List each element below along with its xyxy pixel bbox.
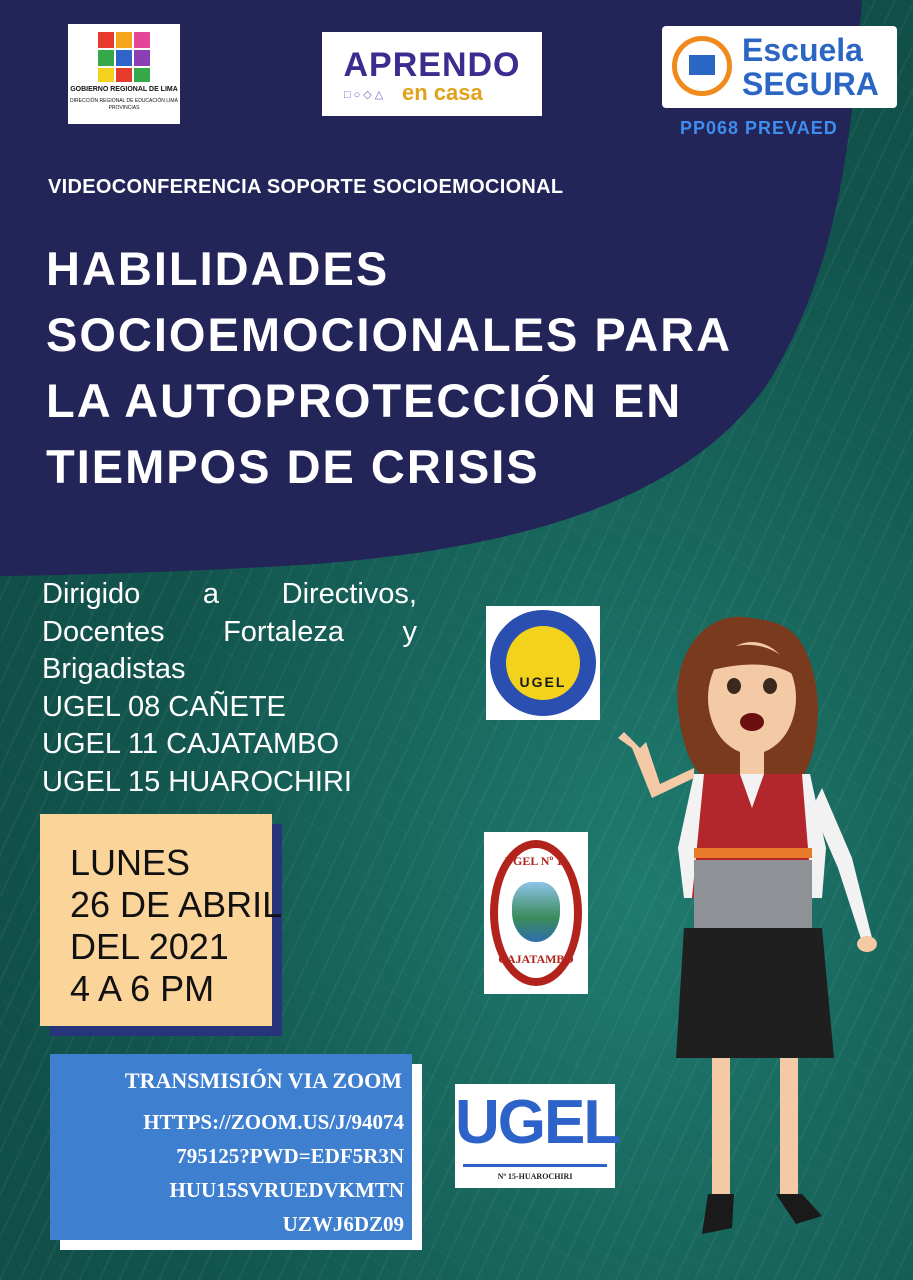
mountain-landscape-icon	[512, 882, 560, 942]
date-line: 4 A 6 PM	[70, 968, 215, 1009]
ugel-15-mark: UGEL	[455, 1088, 620, 1157]
date-line: LUNES	[70, 842, 191, 883]
segura-word: SEGURA	[742, 66, 879, 102]
title-line: LA AUTOPROTECCIÓN EN	[46, 374, 683, 427]
ugel-11-bottom-text: CAJATAMBO	[498, 952, 574, 966]
ugel-line: UGEL 11 CAJATAMBO	[42, 728, 340, 760]
zoom-link-line[interactable]: HUU15SVRUEDVKMTN	[169, 1178, 404, 1202]
prevaed-label: PP068 PREVAED	[680, 118, 838, 138]
ugel-15-underline	[463, 1164, 607, 1167]
en-casa-word: en casa	[402, 80, 483, 105]
title-line: TIEMPOS DE CRISIS	[46, 440, 540, 493]
zoom-box	[50, 1054, 412, 1240]
zoom-link-line[interactable]: UZWJ6DZ09	[282, 1212, 404, 1236]
presenter-illustration	[612, 598, 892, 1248]
ugel-11-top-text: UGEL Nº 11	[504, 854, 568, 868]
audience-word: Dirigido	[42, 578, 141, 610]
ugel-line: UGEL 15 HUAROCHIRI	[42, 765, 352, 798]
title-line: HABILIDADES	[46, 242, 390, 295]
gobierno-logo-title: GOBIERNO REGIONAL DE LIMA	[70, 86, 178, 93]
escuela-segura-logo	[662, 26, 897, 108]
school-icon	[672, 36, 732, 96]
audience-line: Brigadistas	[42, 653, 186, 685]
audience-line	[42, 576, 417, 614]
ugel-08-canete-logo	[486, 606, 600, 720]
audience-word: Directivos,	[281, 578, 417, 610]
ugel-08-text: UGEL	[519, 674, 567, 690]
ugel-11-cajatambo-logo	[484, 832, 588, 994]
escuela-word: Escuela	[742, 32, 863, 68]
audience-word: Docentes	[42, 615, 165, 648]
audience-word: Fortaleza	[223, 615, 344, 648]
zoom-heading: TRANSMISIÓN VIA ZOOM	[124, 1068, 402, 1093]
zoom-link-line[interactable]: HTTPS://ZOOM.US/J/94074	[143, 1110, 404, 1134]
ugel-15-huarochiri-logo	[455, 1084, 620, 1188]
audience-line	[42, 614, 417, 652]
audience-word: y	[402, 615, 417, 648]
audience-word: a	[202, 578, 220, 610]
gobierno-regional-emblem-icon	[96, 30, 152, 84]
audience-text	[42, 576, 417, 801]
aprendo-word: APRENDO	[343, 46, 521, 84]
event-title	[46, 236, 826, 500]
date-line: 26 DE ABRIL	[70, 884, 283, 925]
gobierno-regional-logo	[68, 24, 180, 124]
aprendo-shapes-icon: □○◇△	[344, 89, 387, 101]
event-subtitle: VIDEOCONFERENCIA SOPORTE SOCIOEMOCIONAL	[48, 176, 564, 198]
ugel-15-caption: Nº 15-HUAROCHIRI	[497, 1172, 573, 1181]
ugel-line: UGEL 08 CAÑETE	[42, 690, 286, 723]
date-text	[70, 842, 282, 1010]
title-line: SOCIOEMOCIONALES PARA	[46, 308, 733, 361]
gobierno-logo-subtitle: DIRECCIÓN REGIONAL DE EDUCACIÓN LIMA PROVINCIAS	[70, 98, 178, 111]
date-line: DEL 2021	[70, 926, 229, 967]
aprendo-en-casa-logo	[322, 32, 542, 116]
zoom-link-line[interactable]: 795125?PWD=EDF5R3N	[176, 1144, 404, 1168]
date-box	[40, 814, 283, 1026]
